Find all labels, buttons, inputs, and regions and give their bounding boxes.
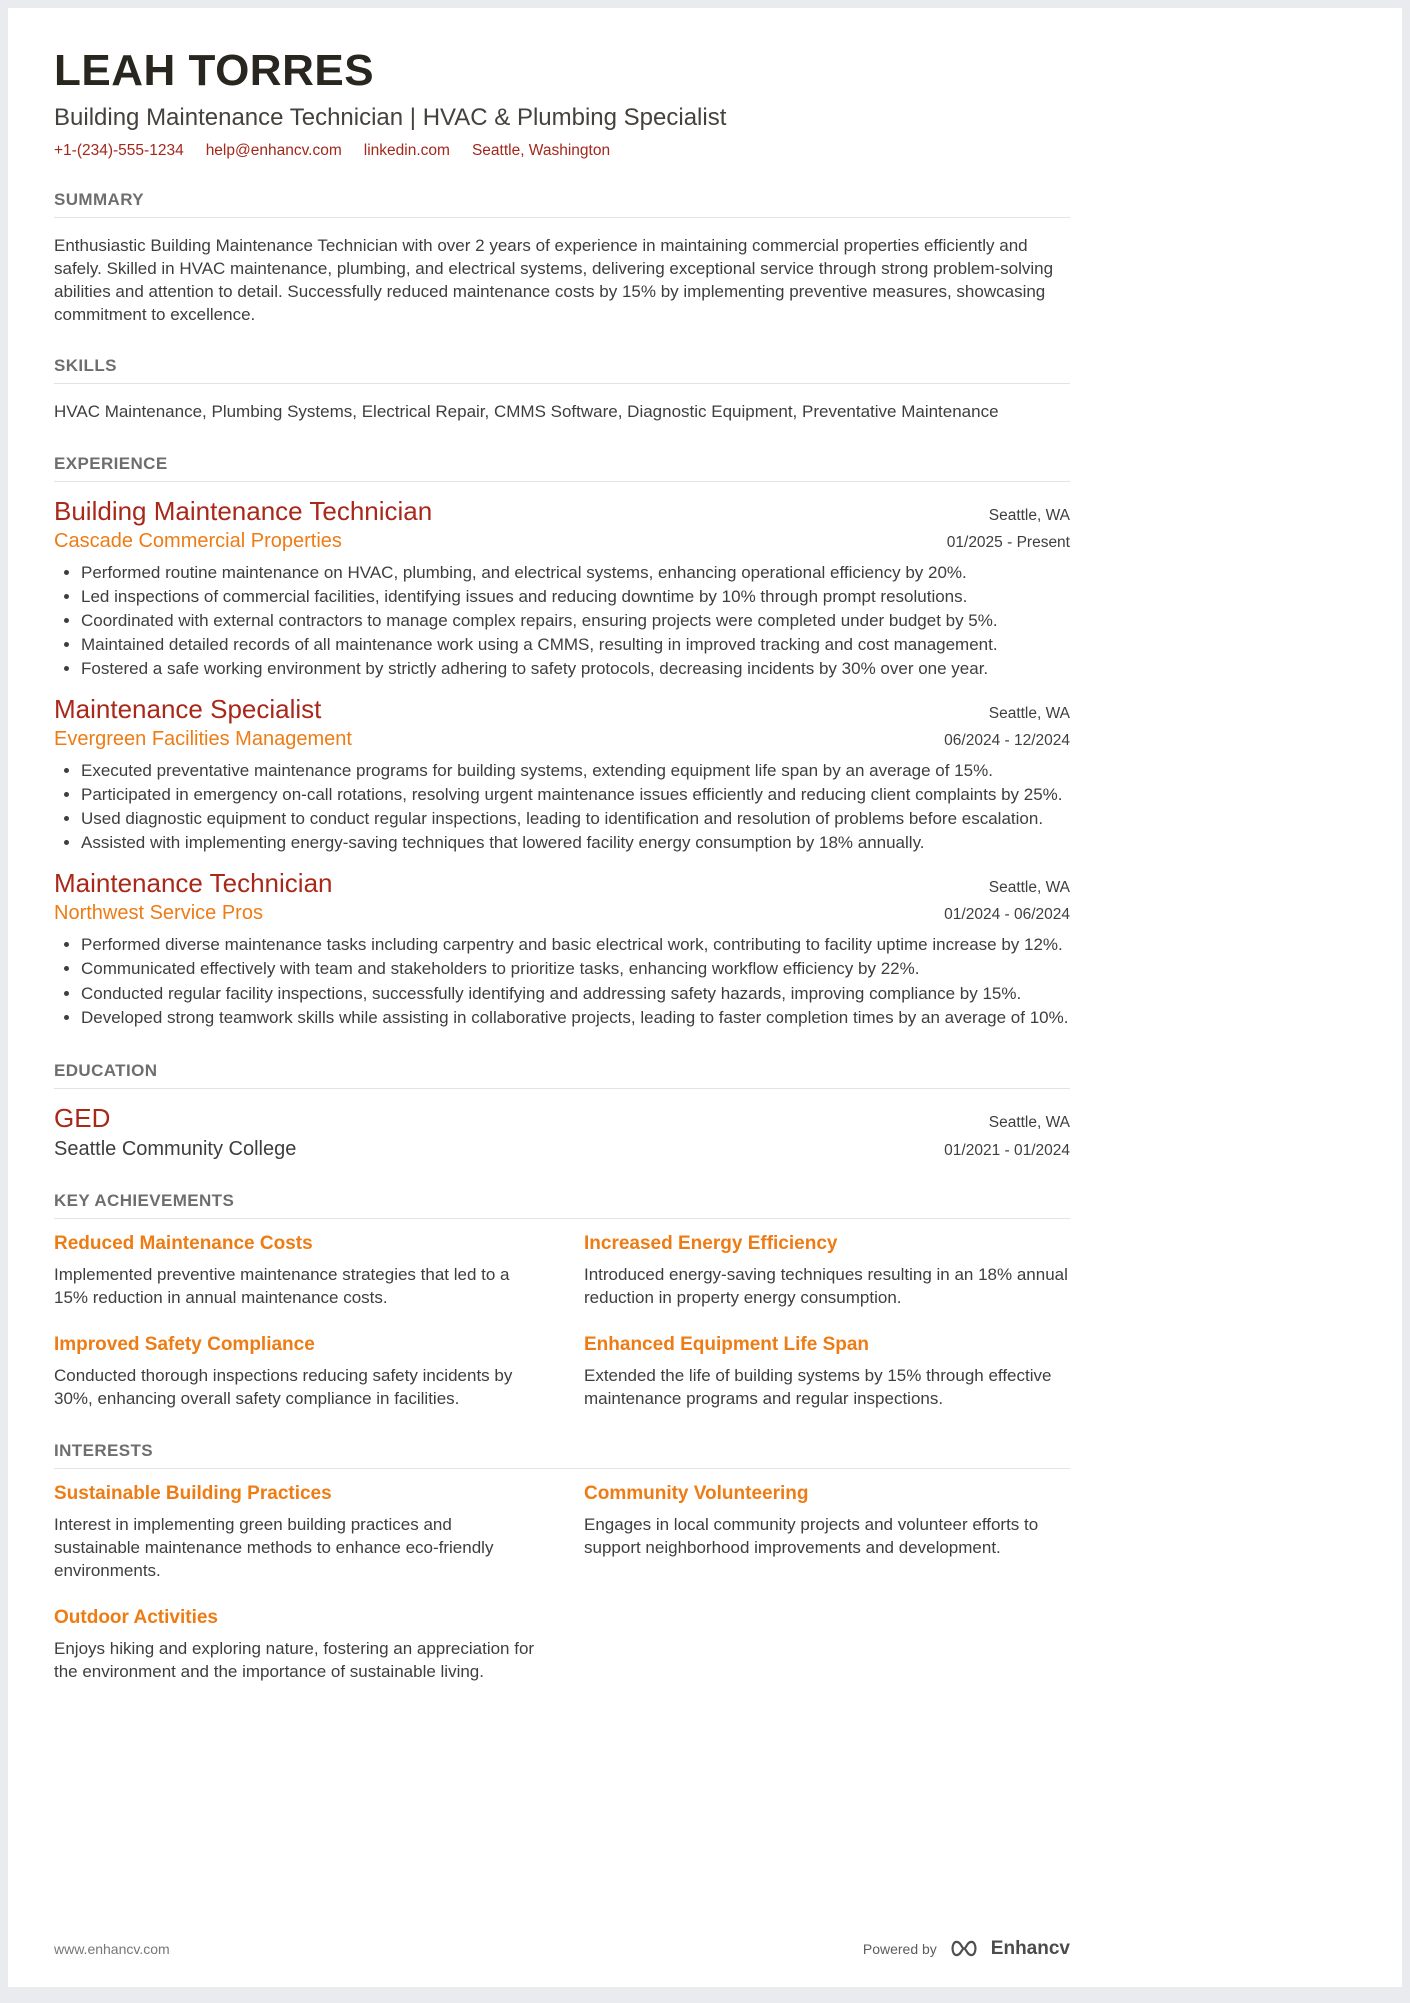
candidate-headline: Building Maintenance Technician | HVAC & Plumbing Specialist: [54, 104, 727, 131]
achievement-item: [584, 1334, 1070, 1411]
job-dates: 01/2024 - 06/2024: [944, 906, 1070, 924]
job-bullet: • Fostered a safe working environment by strictly adhering to safety protocols, decreasing incidents by 30% over one year.: [81, 658, 1070, 680]
summary-text: Enthusiastic Building Maintenance Technician with over 2 years of experience in maintaining commercial properties efficiently and safely. Skilled in HVAC maintenance, plumbing, and electrical systems, delivering exceptional service through strong problem-solving abilities and attention to detail. Successfully reduced maintenance costs by 15% by implementing preventive measures, showcasing commitment to excellence.: [54, 236, 1054, 325]
job-title: Building Maintenance Technician: [54, 495, 433, 526]
candidate-name: LEAH TORRES: [54, 46, 375, 95]
job-entry: [54, 868, 1070, 1028]
education-heading: EDUCATION: [54, 1061, 1070, 1089]
education-location: Seattle, WA: [988, 1113, 1070, 1131]
enhancv-logo-icon: [947, 1936, 981, 1961]
education-dates: 01/2021 - 01/2024: [944, 1141, 1070, 1159]
school-name: Seattle Community College: [54, 1137, 297, 1160]
interest-title: Sustainable Building Practices: [54, 1482, 332, 1504]
job-title: Maintenance Technician: [54, 868, 333, 899]
achievement-item: [54, 1233, 540, 1310]
interest-item: [54, 1607, 540, 1684]
achievement-text: Introduced energy-saving techniques resulting in an 18% annual reduction in property energy consumption.: [584, 1264, 1068, 1308]
job-bullet: • Maintained detailed records of all maintenance work using a CMMS, resulting in improved tracking and cost management.: [81, 634, 1070, 656]
summary-heading: SUMMARY: [54, 190, 1070, 218]
interest-text: Engages in local community projects and volunteer efforts to support neighborhood improvements and development.: [584, 1514, 1039, 1558]
job-location: Seattle, WA: [988, 506, 1070, 524]
interest-title: Community Volunteering: [584, 1482, 809, 1504]
job-company: Evergreen Facilities Management: [54, 728, 352, 751]
job-entry: [54, 694, 1070, 854]
enhancv-brand-text: Enhancv: [990, 1937, 1070, 1959]
job-bullet: • Performed diverse maintenance tasks including carpentry and basic electrical work, contributing to facility uptime increase by 12%.: [81, 934, 1070, 956]
achievement-text: Extended the life of building systems by 15% through effective maintenance programs and regular inspections.: [584, 1365, 1052, 1409]
interest-text: Enjoys hiking and exploring nature, fostering an appreciation for the environment and the importance of sustainable living.: [54, 1638, 535, 1682]
section-achievements: [54, 1191, 1070, 1411]
job-bullets: [54, 562, 1070, 680]
phone-link[interactable]: +1-(234)-555-1234: [54, 142, 184, 159]
job-bullets: [54, 760, 1070, 854]
location-text: Seattle, Washington: [471, 142, 611, 159]
skills-text: HVAC Maintenance, Plumbing Systems, Electrical Repair, CMMS Software, Diagnostic Equipment, Preventative Maintenance: [54, 402, 999, 422]
interest-item: [584, 1483, 1070, 1583]
job-bullet: • Developed strong teamwork skills while assisting in collaborative projects, leading to faster completion times by an average of 10%.: [81, 1007, 1070, 1029]
section-skills: [54, 356, 1070, 423]
skills-heading: SKILLS: [54, 356, 1070, 384]
interests-heading: INTERESTS: [54, 1441, 1070, 1469]
degree-title: GED: [54, 1102, 111, 1133]
job-bullet: • Used diagnostic equipment to conduct regular inspections, leading to identification and resolution of problems before escalation.: [81, 808, 1070, 830]
section-experience: [54, 454, 1070, 1031]
enhancv-url-link[interactable]: www.enhancv.com: [54, 1940, 170, 1957]
job-bullet: • Participated in emergency on-call rotations, resolving urgent maintenance issues efficiently and reducing client complaints by 25%.: [81, 784, 1070, 806]
powered-by-group: [863, 1936, 1070, 1961]
achievement-title: Improved Safety Compliance: [54, 1333, 315, 1355]
interest-text: Interest in implementing green building practices and sustainable maintenance methods to enhance eco-friendly environments.: [54, 1514, 494, 1581]
job-location: Seattle, WA: [988, 705, 1070, 723]
achievement-title: Increased Energy Efficiency: [584, 1232, 838, 1254]
job-dates: 01/2025 - Present: [946, 533, 1070, 551]
experience-heading: EXPERIENCE: [54, 454, 1070, 482]
page-footer: [54, 1936, 1070, 1961]
job-entry: [54, 496, 1070, 680]
powered-by-label: Powered by: [862, 1940, 937, 1957]
section-interests: [54, 1441, 1070, 1684]
achievements-grid: [54, 1233, 1070, 1411]
job-title: Maintenance Specialist: [54, 694, 322, 725]
interest-item: [54, 1483, 540, 1583]
job-bullet: • Led inspections of commercial facilities, identifying issues and reducing downtime by 10% through prompt resolutions.: [81, 586, 1070, 608]
interests-grid: [54, 1483, 1070, 1684]
job-bullet: • Assisted with implementing energy-saving techniques that lowered facility energy consumption by 18% annually.: [81, 832, 1070, 854]
achievement-title: Reduced Maintenance Costs: [54, 1232, 313, 1254]
job-dates: 06/2024 - 12/2024: [944, 732, 1070, 750]
email-link[interactable]: help@enhancv.com: [205, 142, 342, 159]
interest-title: Outdoor Activities: [54, 1606, 218, 1628]
achievement-item: [54, 1334, 540, 1411]
achievement-text: Implemented preventive maintenance strategies that led to a 15% reduction in annual maintenance costs.: [54, 1264, 510, 1308]
job-bullet: • Coordinated with external contractors to manage complex repairs, ensuring projects were completed under budget by 5%.: [81, 610, 1070, 632]
job-bullet: • Conducted regular facility inspections, successfully identifying and addressing safety hazards, improving compliance by 15%.: [81, 983, 1070, 1005]
achievement-text: Conducted thorough inspections reducing safety incidents by 30%, enhancing overall safety compliance in facilities.: [54, 1365, 513, 1409]
job-location: Seattle, WA: [988, 879, 1070, 897]
achievements-heading: KEY ACHIEVEMENTS: [54, 1191, 1070, 1219]
job-bullet: • Executed preventative maintenance programs for building systems, extending equipment life span by an average of 15%.: [81, 760, 1070, 782]
resume-page: [8, 8, 1402, 1987]
achievement-item: [584, 1233, 1070, 1310]
job-company: Cascade Commercial Properties: [54, 529, 342, 552]
job-bullet: • Performed routine maintenance on HVAC, plumbing, and electrical systems, enhancing operational efficiency by 20%.: [81, 562, 1070, 584]
contact-row: [54, 142, 1070, 160]
section-summary: [54, 190, 1070, 326]
resume-header: [54, 46, 1070, 160]
section-education: [54, 1061, 1070, 1161]
linkedin-link[interactable]: linkedin.com: [363, 142, 450, 159]
education-entry: [54, 1103, 1070, 1161]
achievement-title: Enhanced Equipment Life Span: [584, 1333, 870, 1355]
job-bullets: [54, 934, 1070, 1028]
job-bullet: • Communicated effectively with team and stakeholders to prioritize tasks, enhancing workflow efficiency by 22%.: [81, 958, 1070, 980]
job-company: Northwest Service Pros: [54, 902, 263, 925]
